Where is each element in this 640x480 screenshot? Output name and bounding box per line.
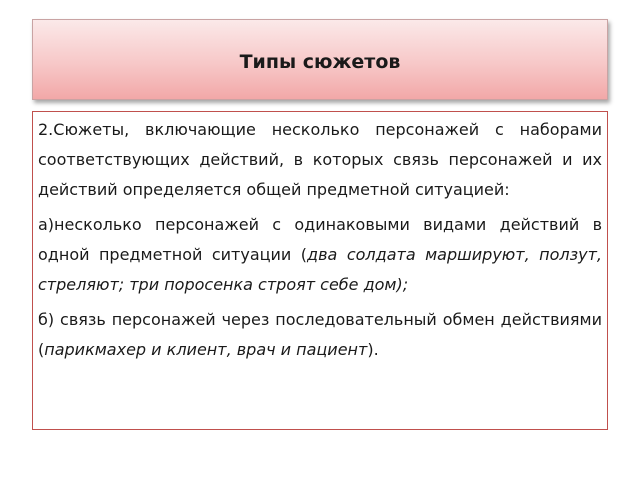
slide-title: Типы сюжетов bbox=[239, 50, 401, 73]
paragraph-plot-definition-text: 2.Сюжеты, включающие несколько персонажей с наборами соответствующих действий, в которых связь персонажей и их действий определяется общей предметной ситуацией: bbox=[38, 120, 602, 199]
content-box bbox=[32, 111, 608, 430]
paragraph-same-actions-examples: два солдата маршируют, ползут, стреляют; три поросенка строят себе дом); bbox=[38, 245, 602, 294]
paragraph-action-exchange-tail: ). bbox=[367, 340, 379, 359]
paragraph-plot-definition bbox=[38, 115, 602, 205]
paragraph-same-actions bbox=[38, 210, 602, 300]
paragraph-action-exchange-lead: б) связь персонажей через последовательный обмен действиями ( bbox=[38, 310, 602, 359]
paragraph-action-exchange-examples: парикмахер и клиент, врач и пациент bbox=[44, 340, 368, 359]
paragraph-same-actions-lead: а)несколько персонажей с одинаковыми видами действий в одной предметной ситуации ( bbox=[38, 215, 602, 264]
title-box bbox=[32, 19, 608, 100]
paragraph-action-exchange bbox=[38, 305, 602, 365]
